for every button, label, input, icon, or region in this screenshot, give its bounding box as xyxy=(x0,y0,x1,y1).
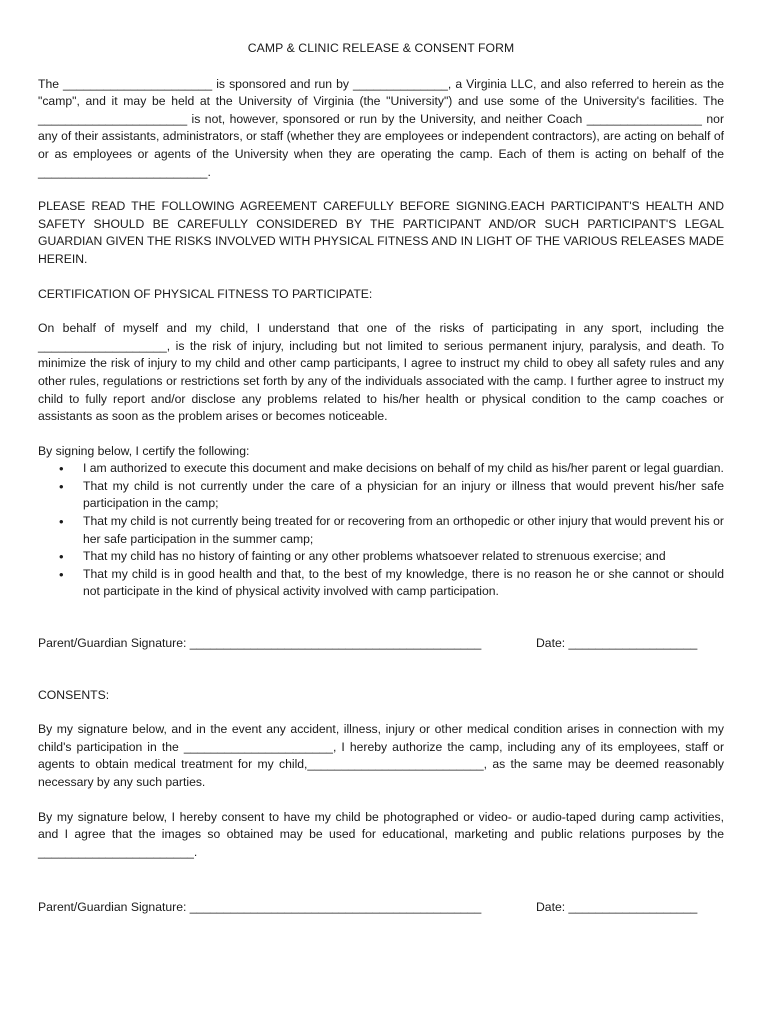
warning-paragraph: PLEASE READ THE FOLLOWING AGREEMENT CAREFULLY BEFORE SIGNING.EACH PARTICIPANT'S HEALTH AND SAFETY SHOULD BE CAREFULLY CONSIDERED BY THE PARTICIPANT AND/OR SUCH PARTICIPANT'S LEGAL GUARDIAN GIVEN THE RISKS INVOLVED WITH PHYSICAL FITNESS AND IN LIGHT OF THE VARIOUS RELEASES MADE HEREIN. xyxy=(38,199,724,266)
date-field-1[interactable]: Date: ___________________ xyxy=(536,636,698,651)
form-title: CAMP & CLINIC RELEASE & CONSENT FORM xyxy=(247,41,515,55)
list-item: • That my child has no history of fainting or any other problems whatsoever related to strenuous exercise; and xyxy=(83,548,724,566)
intro-paragraph: The ______________________ is sponsored and run by ______________, a Virginia LLC, and also referred to herein as the "camp", and it may be held at the University of Virginia (the "University") and use some of the University's facilities. The ______________________ is not, however, sponsored or run by the University, and neither Coach _________________ nor any of their assistants, administrators, or staff (whether they are employees or independent contractors), are acting on behalf of or as employees or agents of the University when they are operating the camp. Each of them is acting on behalf of the _________________________. xyxy=(38,76,724,179)
list-item: • I am authorized to execute this document and make decisions on behalf of my child as his/her parent or legal guardian. xyxy=(83,460,724,478)
fitness-paragraph: On behalf of myself and my child, I understand that one of the risks of participating in any sport, including the ___________________, is the risk of injury, including but not limited to serious permanent injury, paralysis, and death. To minimize the risk of injury to my child and other camp participants, I agree to instruct my child to obey all safety rules and any other rules, regulations or restrictions set forth by any of the individuals associated with the camp. I further agree to instruct my child to fully report and/or disclose any problems related to his/her health or physical condition to the camp coaches or assistants as soon as the problem arises or becomes noticeable. xyxy=(38,321,724,424)
consent-form-page xyxy=(38,40,724,917)
signature-row-1 xyxy=(38,635,724,653)
medical-consent-paragraph: By my signature below, and in the event any accident, illness, injury or other medical condition arises in connection with my child's participation in the ______________________, I hereby authorize the camp, including any of its employees, staff or agents to obtain medical treatment for my child,__________________________, as the same may be deemed reasonably necessary by any such parties. xyxy=(38,722,724,789)
list-item: • That my child is not currently being treated for or recovering from an orthopedic or other injury that would prevent his or her safe participation in the summer camp; xyxy=(83,513,724,548)
parent-signature-field-2[interactable]: Parent/Guardian Signature: ___________________________________________ xyxy=(38,900,482,915)
consents-heading: CONSENTS: xyxy=(38,687,110,702)
list-item: • That my child is in good health and that, to the best of my knowledge, there is no reason he or she cannot or should not participate in the kind of physical activity involved with camp participation. xyxy=(83,566,724,601)
date-field-2[interactable]: Date: ___________________ xyxy=(536,900,698,915)
fitness-heading: CERTIFICATION OF PHYSICAL FITNESS TO PARTICIPATE: xyxy=(38,286,373,301)
parent-signature-field-1[interactable]: Parent/Guardian Signature: ___________________________________________ xyxy=(38,636,482,651)
list-item: • That my child is not currently under the care of a physician for an injury or illness that would prevent his/her safe participation in the camp; xyxy=(83,478,724,513)
media-consent-paragraph: By my signature below, I hereby consent to have my child be photographed or video- or audio-taped during camp activities, and I agree that the images so obtained may be used for educational, marketing and public relations purposes by the _______________________. xyxy=(38,809,724,859)
certify-intro: By signing below, I certify the following: xyxy=(38,443,250,458)
certify-list xyxy=(38,460,724,601)
signature-row-2 xyxy=(38,899,724,917)
